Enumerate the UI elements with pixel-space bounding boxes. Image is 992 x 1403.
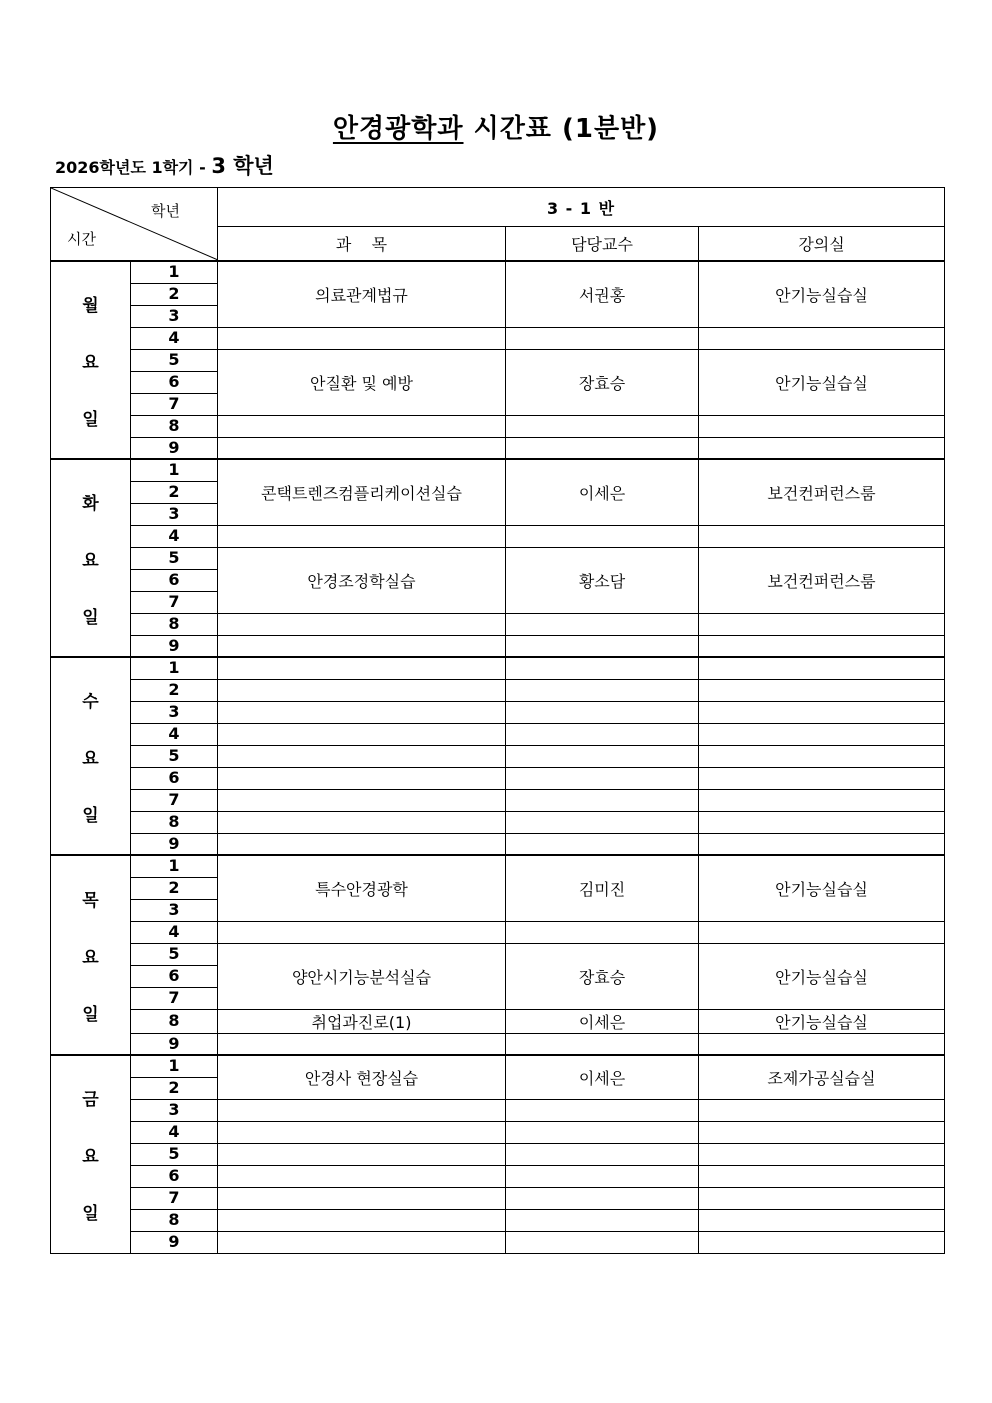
period-number: 6 [131, 767, 218, 789]
subject-cell: 의료관계법규 [218, 261, 506, 327]
subject-cell [218, 415, 506, 437]
professor-cell [506, 745, 699, 767]
day-char: 요 [82, 947, 99, 968]
subject-cell [218, 1209, 506, 1231]
room-cell [699, 811, 945, 833]
room-cell [699, 1165, 945, 1187]
professor-cell [506, 767, 699, 789]
room-cell [699, 437, 945, 459]
period-number: 8 [131, 415, 218, 437]
subject-cell: 취업과진로(1) [218, 1009, 506, 1033]
day-char: 일 [82, 1203, 99, 1224]
room-cell [699, 657, 945, 679]
table-row [51, 437, 945, 459]
professor-cell: 이세은 [506, 1009, 699, 1033]
day-label [51, 657, 131, 855]
day-label [51, 1055, 131, 1253]
table-row [51, 349, 945, 371]
table-row [51, 723, 945, 745]
period-number: 2 [131, 481, 218, 503]
period-number: 8 [131, 1009, 218, 1033]
professor-cell [506, 833, 699, 855]
subtitle-term: 2026학년도 1학기 - [55, 158, 206, 177]
table-row [51, 327, 945, 349]
table-row [51, 415, 945, 437]
table-row [51, 943, 945, 965]
period-number: 9 [131, 635, 218, 657]
professor-cell [506, 437, 699, 459]
room-cell: 안기능실습실 [699, 261, 945, 327]
period-number: 2 [131, 283, 218, 305]
day-char: 일 [82, 805, 99, 826]
subject-cell [218, 613, 506, 635]
table-row [51, 1033, 945, 1055]
day-char: 요 [82, 1146, 99, 1167]
subject-cell: 특수안경광학 [218, 855, 506, 921]
period-number: 2 [131, 679, 218, 701]
subject-cell: 안경사 현장실습 [218, 1055, 506, 1099]
professor-cell [506, 701, 699, 723]
period-number: 5 [131, 745, 218, 767]
period-number: 7 [131, 393, 218, 415]
professor-cell [506, 723, 699, 745]
timetable [50, 187, 945, 1254]
professor-cell [506, 1099, 699, 1121]
table-row [51, 1187, 945, 1209]
subject-cell [218, 1187, 506, 1209]
room-cell [699, 921, 945, 943]
table-row [51, 767, 945, 789]
subject-cell [218, 1231, 506, 1253]
room-cell [699, 1121, 945, 1143]
subject-cell: 안질환 및 예방 [218, 349, 506, 415]
room-cell [699, 701, 945, 723]
table-row [51, 1009, 945, 1033]
day-char: 화 [82, 493, 99, 514]
room-cell [699, 789, 945, 811]
subject-cell [218, 1033, 506, 1055]
table-row [51, 1121, 945, 1143]
table-row [51, 679, 945, 701]
day-char: 일 [82, 409, 99, 430]
diagonal-line [51, 188, 218, 260]
subject-cell [218, 1099, 506, 1121]
day-char: 일 [82, 607, 99, 628]
room-cell: 조제가공실습실 [699, 1055, 945, 1099]
room-cell [699, 1099, 945, 1121]
period-number: 6 [131, 965, 218, 987]
timetable-body [51, 261, 945, 1253]
room-cell [699, 1143, 945, 1165]
professor-cell: 이세은 [506, 459, 699, 525]
period-number: 1 [131, 1055, 218, 1077]
table-row [51, 1209, 945, 1231]
day-char: 일 [82, 1004, 99, 1025]
professor-cell [506, 789, 699, 811]
subject-cell: 양안시기능분석실습 [218, 943, 506, 1009]
room-cell [699, 613, 945, 635]
period-number: 2 [131, 877, 218, 899]
table-row [51, 833, 945, 855]
period-number: 1 [131, 459, 218, 481]
subject-column-header: 과 목 [218, 227, 506, 261]
day-char: 목 [82, 890, 99, 911]
period-number: 9 [131, 833, 218, 855]
professor-cell [506, 635, 699, 657]
period-number: 7 [131, 789, 218, 811]
subject-cell [218, 657, 506, 679]
period-number: 6 [131, 1165, 218, 1187]
subject-cell [218, 635, 506, 657]
professor-cell: 장효승 [506, 349, 699, 415]
professor-cell [506, 657, 699, 679]
period-number: 9 [131, 1033, 218, 1055]
subtitle-grade: 3 학년 [211, 154, 274, 178]
subject-cell [218, 921, 506, 943]
table-row [51, 789, 945, 811]
period-number: 8 [131, 1209, 218, 1231]
room-cell: 안기능실습실 [699, 855, 945, 921]
table-row [51, 547, 945, 569]
room-column-header: 강의실 [699, 227, 945, 261]
period-number: 4 [131, 525, 218, 547]
subject-cell [218, 767, 506, 789]
professor-cell [506, 525, 699, 547]
period-number: 3 [131, 1099, 218, 1121]
day-label [51, 459, 131, 657]
table-row [51, 1143, 945, 1165]
table-row [51, 459, 945, 481]
table-row [51, 613, 945, 635]
subtitle [55, 150, 274, 180]
subject-cell [218, 701, 506, 723]
professor-cell: 서권홍 [506, 261, 699, 327]
room-cell [699, 767, 945, 789]
period-number: 5 [131, 349, 218, 371]
subject-cell [218, 723, 506, 745]
professor-cell [506, 1033, 699, 1055]
period-number: 3 [131, 305, 218, 327]
day-label [51, 261, 131, 459]
professor-column-header: 담당교수 [506, 227, 699, 261]
period-number: 1 [131, 657, 218, 679]
room-cell [699, 679, 945, 701]
room-cell: 안기능실습실 [699, 349, 945, 415]
professor-cell [506, 1121, 699, 1143]
period-number: 7 [131, 987, 218, 1009]
professor-cell [506, 1143, 699, 1165]
room-cell [699, 635, 945, 657]
room-cell [699, 327, 945, 349]
table-row [51, 1099, 945, 1121]
period-number: 9 [131, 1231, 218, 1253]
table-row [51, 811, 945, 833]
professor-cell [506, 1209, 699, 1231]
table-row [51, 701, 945, 723]
professor-cell [506, 613, 699, 635]
room-cell [699, 1187, 945, 1209]
title-rest: 시간표 (1분반) [473, 114, 660, 144]
professor-cell: 황소담 [506, 547, 699, 613]
room-cell: 보건컨퍼런스룸 [699, 459, 945, 525]
grade-label: 학년 [151, 202, 180, 220]
professor-cell [506, 415, 699, 437]
period-number: 5 [131, 547, 218, 569]
room-cell: 안기능실습실 [699, 1009, 945, 1033]
subject-cell [218, 745, 506, 767]
professor-cell [506, 921, 699, 943]
professor-cell [506, 1187, 699, 1209]
title-department: 안경광학과 [332, 114, 464, 144]
subject-cell [218, 1165, 506, 1187]
room-cell: 보건컨퍼런스룸 [699, 547, 945, 613]
room-cell [699, 745, 945, 767]
subject-cell [218, 327, 506, 349]
period-number: 4 [131, 921, 218, 943]
subject-cell [218, 833, 506, 855]
day-label [51, 855, 131, 1055]
table-row [51, 745, 945, 767]
period-number: 7 [131, 1187, 218, 1209]
table-row [51, 921, 945, 943]
room-cell [699, 833, 945, 855]
room-cell: 안기능실습실 [699, 943, 945, 1009]
subject-cell [218, 525, 506, 547]
room-cell [699, 1033, 945, 1055]
subject-cell [218, 679, 506, 701]
table-row [51, 525, 945, 547]
class-header: 3 - 1 반 [218, 188, 945, 227]
professor-cell [506, 1165, 699, 1187]
day-char: 요 [82, 352, 99, 373]
subject-cell [218, 789, 506, 811]
period-number: 7 [131, 591, 218, 613]
period-number: 3 [131, 701, 218, 723]
day-char: 월 [82, 295, 99, 316]
professor-cell: 장효승 [506, 943, 699, 1009]
professor-cell [506, 679, 699, 701]
time-label: 시간 [67, 230, 96, 248]
table-row [51, 855, 945, 877]
period-number: 1 [131, 855, 218, 877]
subject-cell [218, 811, 506, 833]
period-number: 6 [131, 371, 218, 393]
period-number: 2 [131, 1077, 218, 1099]
professor-cell [506, 811, 699, 833]
room-cell [699, 415, 945, 437]
day-char: 요 [82, 550, 99, 571]
professor-cell: 이세은 [506, 1055, 699, 1099]
period-number: 9 [131, 437, 218, 459]
room-cell [699, 525, 945, 547]
subject-cell: 안경조정학실습 [218, 547, 506, 613]
period-number: 8 [131, 811, 218, 833]
table-row [51, 1231, 945, 1253]
period-number: 1 [131, 261, 218, 283]
professor-cell [506, 1231, 699, 1253]
table-row [51, 261, 945, 283]
room-cell [699, 1209, 945, 1231]
period-number: 5 [131, 943, 218, 965]
period-number: 6 [131, 569, 218, 591]
period-number: 5 [131, 1143, 218, 1165]
table-row [51, 657, 945, 679]
table-row [51, 1165, 945, 1187]
day-char: 요 [82, 748, 99, 769]
subject-cell [218, 1121, 506, 1143]
room-cell [699, 723, 945, 745]
subject-cell [218, 437, 506, 459]
page-title [0, 108, 992, 145]
period-number: 3 [131, 899, 218, 921]
period-number: 8 [131, 613, 218, 635]
room-cell [699, 1231, 945, 1253]
period-number: 4 [131, 723, 218, 745]
professor-cell: 김미진 [506, 855, 699, 921]
professor-cell [506, 327, 699, 349]
period-number: 4 [131, 327, 218, 349]
table-row [51, 1055, 945, 1077]
period-number: 3 [131, 503, 218, 525]
day-char: 수 [82, 691, 99, 712]
day-char: 금 [82, 1089, 99, 1110]
subject-cell: 콘택트렌즈컴플리케이션실습 [218, 459, 506, 525]
corner-header [51, 188, 218, 262]
table-row [51, 635, 945, 657]
subject-cell [218, 1143, 506, 1165]
period-number: 4 [131, 1121, 218, 1143]
